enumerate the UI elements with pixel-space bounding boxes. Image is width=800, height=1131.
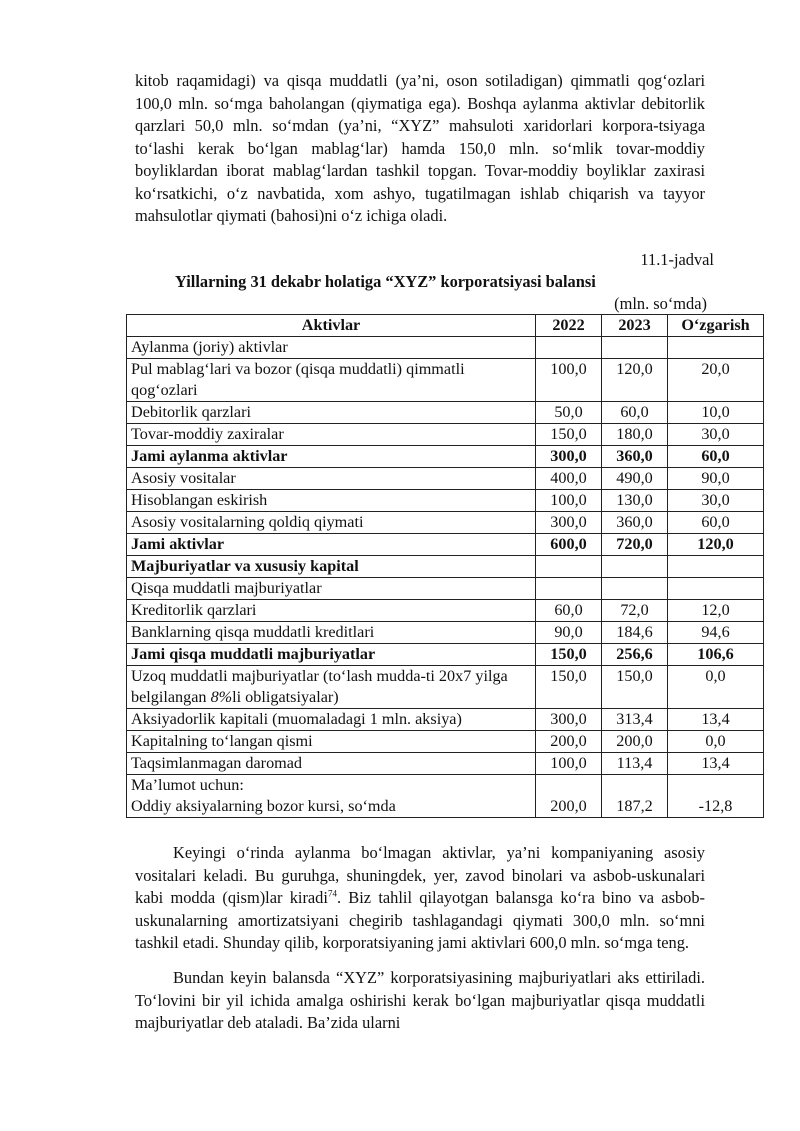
value-2022: 150,0: [536, 424, 602, 446]
header-change: O‘zgarish: [668, 315, 764, 337]
row-label-line2: Oddiy aksiyalarning bozor kursi, so‘mda: [131, 797, 396, 815]
value-change: 94,6: [668, 622, 764, 644]
value-2023: 187,2: [602, 775, 668, 818]
header-assets: Aktivlar: [127, 315, 536, 337]
value-change: 0,0: [668, 731, 764, 753]
table-row: [127, 337, 764, 359]
value-2023: 150,0: [602, 666, 668, 709]
table-unit: (mln. so‘mda): [614, 294, 707, 313]
row-label: Banklarning qisqa muddatli kreditlari: [127, 622, 536, 644]
value-2022: [536, 578, 602, 600]
value-2022: 300,0: [536, 512, 602, 534]
value-change: 13,4: [668, 709, 764, 731]
paragraph-top: kitob raqamidagi) va qisqa muddatli (ya’ni, oson sotiladigan) qimmatli qog‘ozlari 100,0 mln. so‘mga baholangan (qiymatiga ega). Boshqa aylanma aktivlar debitorlik qarzlari 50,0 mln. so‘mdan (ya’ni, “XYZ” mahsuloti xaridorlari korpora-tsiyaga to‘lashi kerak bo‘lgan mablag‘lar) hamda 150,0 mln. so‘mlik tovar-moddiy boyliklardan iborat mablag‘lardan tashkil topgan. Tovar-moddiy boyliklar zaxirasi ko‘rsatkichi, o‘z navbatida, xom ashyo, tugatilmagan ishlab chiqarish va tayyor mahsulotlar qiymati (bahosi)ni o‘z ichiga oladi.: [135, 71, 705, 225]
value-change: 120,0: [668, 534, 764, 556]
value-2022: 60,0: [536, 600, 602, 622]
table-row: [127, 622, 764, 644]
value-2023: [602, 578, 668, 600]
value-change: [668, 556, 764, 578]
row-label: Jami aktivlar: [127, 534, 536, 556]
value-2022: 300,0: [536, 446, 602, 468]
value-2023: 490,0: [602, 468, 668, 490]
value-change: 90,0: [668, 468, 764, 490]
row-label: Aksiyadorlik kapitali (muomaladagi 1 mln. aksiya): [127, 709, 536, 731]
table-row: [127, 753, 764, 775]
table-header-row: [127, 315, 764, 337]
value-change: 13,4: [668, 753, 764, 775]
value-change: 60,0: [668, 512, 764, 534]
row-label: Qisqa muddatli majburiyatlar: [127, 578, 536, 600]
row-label: Majburiyatlar va xususiy kapital: [127, 556, 536, 578]
row-label: [127, 666, 536, 709]
table-row: [127, 775, 764, 818]
value-change: 0,0: [668, 666, 764, 709]
value-2023: 720,0: [602, 534, 668, 556]
value-change: -12,8: [668, 775, 764, 818]
table-row: [127, 359, 764, 402]
table-row: [127, 512, 764, 534]
table-row: [127, 731, 764, 753]
value-change: 10,0: [668, 402, 764, 424]
paragraph-middle-part2: . Biz tahlil qilayotgan balansga ko‘ra bino va asbob- uskunalarning amortizatsiyani chegirib tashlagandagi qiymati 300,0 mln. so‘mni tashkil etadi. Shunday qilib, korporatsiyaning jami aktivlari 600,0 mln. so‘mga teng.: [135, 888, 706, 952]
table-row-total: [127, 534, 764, 556]
value-change: [668, 337, 764, 359]
value-2022: 100,0: [536, 753, 602, 775]
table-row-total: [127, 446, 764, 468]
value-change: 60,0: [668, 446, 764, 468]
table-row: [127, 709, 764, 731]
row-label: Kapitalning to‘langan qismi: [127, 731, 536, 753]
value-2023: 184,6: [602, 622, 668, 644]
value-change: [668, 578, 764, 600]
value-2023: 360,0: [602, 446, 668, 468]
value-2022: 100,0: [536, 490, 602, 512]
row-label: Debitorlik qarzlari: [127, 402, 536, 424]
value-2022: 300,0: [536, 709, 602, 731]
value-2023: [602, 556, 668, 578]
row-label: Pul mablag‘lari va bozor (qisqa muddatli) qimmatli qog‘ozlari: [127, 359, 536, 402]
value-2022: 150,0: [536, 644, 602, 666]
value-2022: 400,0: [536, 468, 602, 490]
value-2022: 200,0: [536, 775, 602, 818]
value-2023: 200,0: [602, 731, 668, 753]
value-2022: 200,0: [536, 731, 602, 753]
table-reference: 11.1-jadval: [640, 250, 714, 269]
value-2023: 256,6: [602, 644, 668, 666]
row-label-italic: 8%: [210, 688, 233, 706]
paragraph-middle-part1: Keyingi o‘rinda aylanma bo‘lmagan aktivlar, ya’ni kompaniyaning asosiy vositalari keladi. Bu guruhga, shuningdek, yer, zavod binolari va asbob-uskunalari kabi modda (qism)lar kiradi: [135, 843, 705, 907]
footnote-reference: 74: [327, 888, 337, 899]
value-2022: 600,0: [536, 534, 602, 556]
table-row-total: [127, 644, 764, 666]
row-label: Tovar-moddiy zaxiralar: [127, 424, 536, 446]
value-2022: 90,0: [536, 622, 602, 644]
table-row: [127, 402, 764, 424]
table-row: [127, 490, 764, 512]
balance-sheet-table: [126, 314, 764, 818]
value-2022: [536, 337, 602, 359]
row-label: Asosiy vositalarning qoldiq qiymati: [127, 512, 536, 534]
value-2023: 180,0: [602, 424, 668, 446]
table-row: [127, 468, 764, 490]
value-2023: 313,4: [602, 709, 668, 731]
value-2022: 50,0: [536, 402, 602, 424]
value-2023: 360,0: [602, 512, 668, 534]
value-2022: [536, 556, 602, 578]
row-label: Kreditorlik qarzlari: [127, 600, 536, 622]
table-row: [127, 424, 764, 446]
value-change: 12,0: [668, 600, 764, 622]
value-2023: 60,0: [602, 402, 668, 424]
value-2023: 72,0: [602, 600, 668, 622]
row-label: Asosiy vositalar: [127, 468, 536, 490]
row-label: Jami qisqa muddatli majburiyatlar: [127, 644, 536, 666]
value-change: 30,0: [668, 424, 764, 446]
table-body: [127, 337, 764, 818]
table-title: Yillarning 31 dekabr holatiga “XYZ” korporatsiyasi balansi: [175, 272, 596, 291]
row-label: Taqsimlanmagan daromad: [127, 753, 536, 775]
paragraph-middle: [135, 842, 705, 955]
value-2023: 120,0: [602, 359, 668, 402]
value-2023: [602, 337, 668, 359]
table-row: [127, 666, 764, 709]
row-label-tail: li obligatsiyalar): [232, 688, 339, 706]
table-row: [127, 578, 764, 600]
value-2022: 100,0: [536, 359, 602, 402]
header-2022: 2022: [536, 315, 602, 337]
row-label: Jami aylanma aktivlar: [127, 446, 536, 468]
row-label-main: Uzoq muddatli majburiyatlar (to‘lash mudda-ti 20x7 yilga belgilangan: [131, 667, 508, 706]
paragraph-bottom: Bundan keyin balansda “XYZ” korporatsiyasining majburiyatlari aks ettiriladi. To‘lovini bir yil ichida amalga oshirishi kerak bo‘lgan majburiyatlar qisqa muddatli majburiyatlar deb ataladi. Ba’zida ularni: [135, 968, 705, 1032]
header-2023: 2023: [602, 315, 668, 337]
value-2022: 150,0: [536, 666, 602, 709]
row-label-line1: Ma’lumot uchun:: [131, 776, 244, 794]
value-change: 30,0: [668, 490, 764, 512]
row-label: Aylanma (joriy) aktivlar: [127, 337, 536, 359]
value-change: 20,0: [668, 359, 764, 402]
table-section-row: [127, 556, 764, 578]
table-row: [127, 600, 764, 622]
value-2023: 130,0: [602, 490, 668, 512]
value-2023: 113,4: [602, 753, 668, 775]
value-change: 106,6: [668, 644, 764, 666]
row-label: Hisoblangan eskirish: [127, 490, 536, 512]
row-label: [127, 775, 536, 818]
